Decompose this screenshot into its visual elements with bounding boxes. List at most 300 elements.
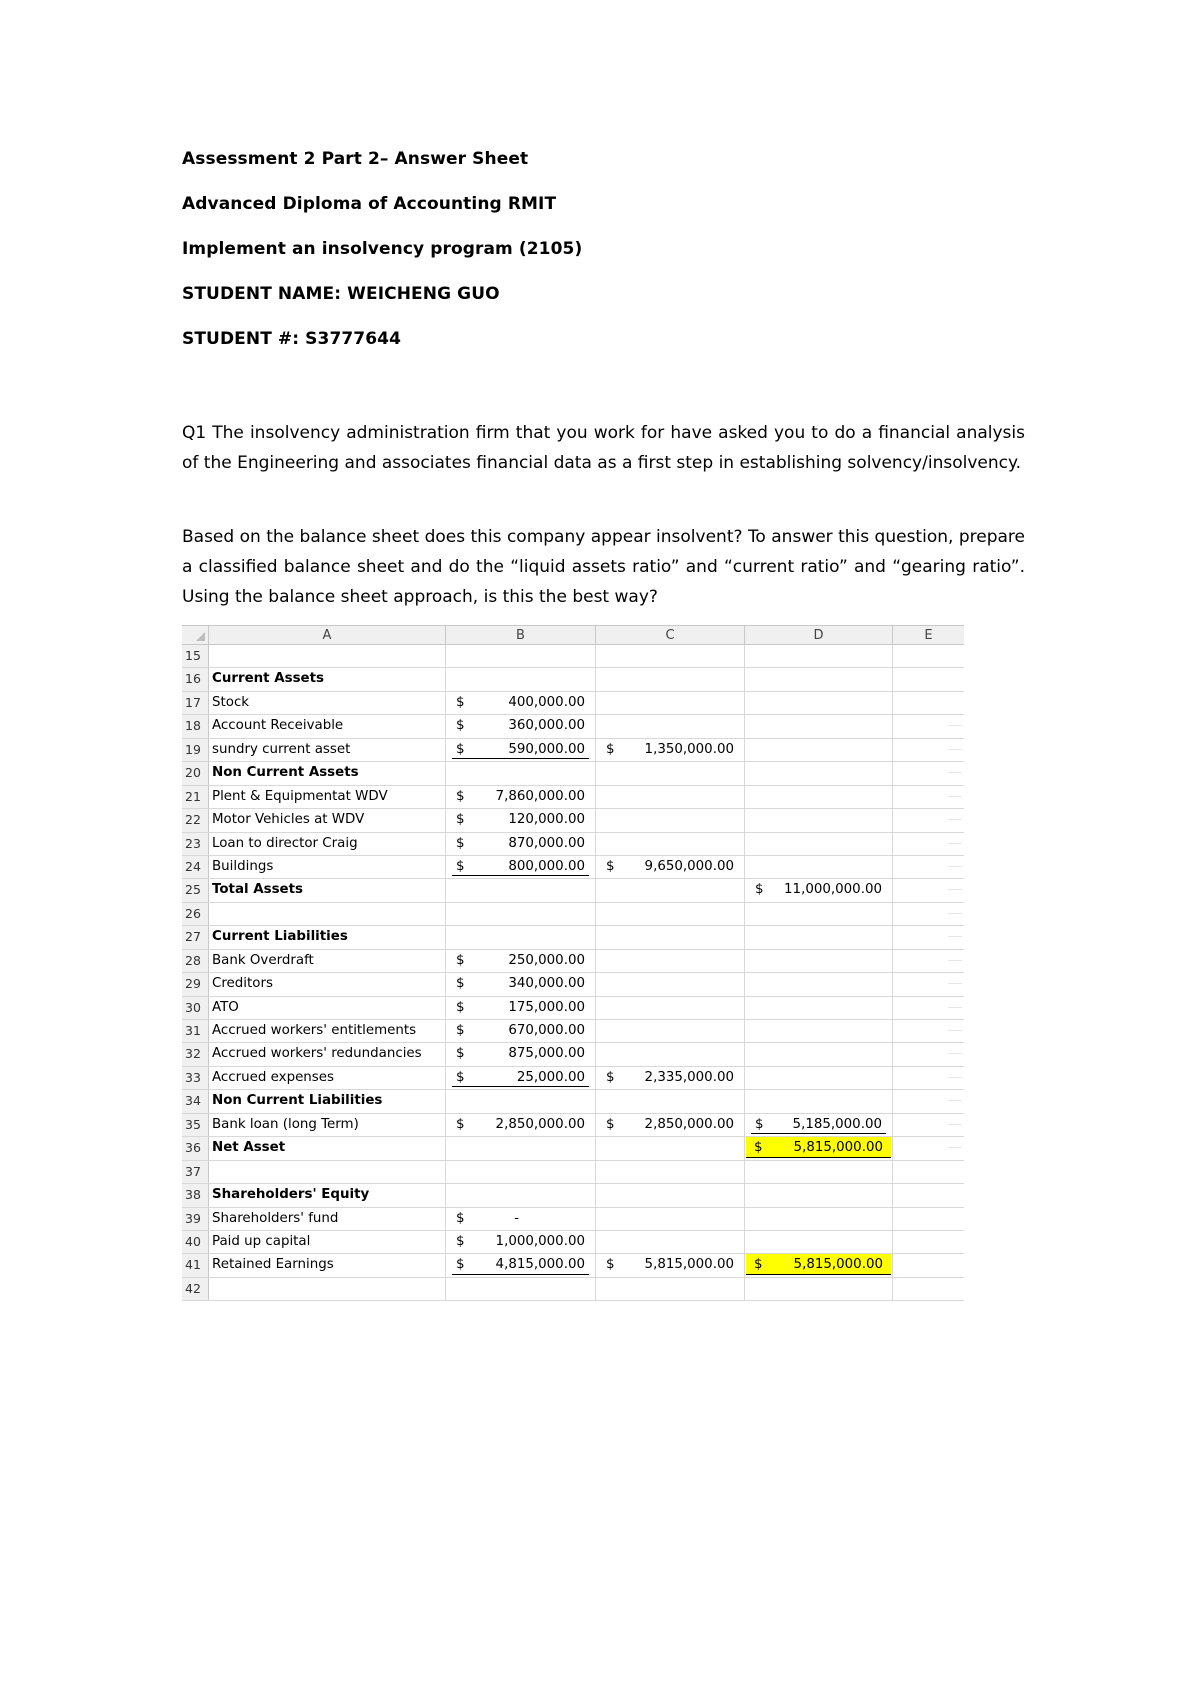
amount-value: 5,815,000.00 — [793, 1140, 883, 1156]
column-header-row — [182, 625, 964, 645]
dollar-sign: $ — [606, 1257, 615, 1273]
cell-label[interactable]: Shareholders' fund — [209, 1208, 446, 1230]
cell-d[interactable] — [745, 645, 893, 667]
table-row — [182, 762, 964, 785]
cell-b[interactable] — [446, 809, 596, 831]
table-row — [182, 1067, 964, 1090]
currency-value — [452, 1231, 589, 1253]
row-number[interactable]: 35 — [182, 1114, 209, 1136]
faint-gridline — [948, 983, 962, 984]
cell-label[interactable] — [209, 1161, 446, 1183]
table-row — [182, 645, 964, 668]
amount-value: 340,000.00 — [508, 976, 585, 992]
row-number[interactable]: 42 — [182, 1278, 209, 1300]
cell-e[interactable] — [893, 997, 964, 1019]
dollar-sign: $ — [456, 1257, 465, 1273]
cell-label[interactable]: Account Receivable — [209, 715, 446, 737]
currency-value — [452, 1254, 589, 1274]
table-row — [182, 879, 964, 902]
cell-c[interactable] — [596, 739, 745, 761]
cell-e[interactable] — [893, 1278, 964, 1300]
currency-value — [751, 1114, 886, 1134]
faint-gridline — [948, 772, 962, 773]
amount-value: 800,000.00 — [508, 858, 585, 874]
amount-value: 670,000.00 — [508, 1023, 585, 1038]
cell-c[interactable] — [596, 1184, 745, 1206]
table-row — [182, 739, 964, 762]
table-row — [182, 1137, 964, 1160]
cell-e[interactable] — [893, 645, 964, 667]
cell-b[interactable] — [446, 786, 596, 808]
faint-gridline — [948, 725, 962, 726]
cell-e[interactable] — [893, 879, 964, 901]
faint-gridline — [948, 1147, 962, 1148]
currency-value — [452, 715, 589, 737]
cell-e[interactable] — [893, 809, 964, 831]
row-number[interactable]: 27 — [182, 926, 209, 948]
dollar-sign: $ — [456, 718, 465, 734]
cell-c[interactable] — [596, 762, 745, 784]
cell-b[interactable] — [446, 1114, 596, 1136]
currency-value — [602, 1067, 738, 1089]
cell-c[interactable] — [596, 1090, 745, 1112]
cell-label[interactable]: Total Assets — [209, 879, 446, 901]
cell-b[interactable] — [446, 1020, 596, 1042]
amount-value: - — [514, 1210, 519, 1226]
row-number[interactable]: 22 — [182, 809, 209, 831]
faint-gridline — [948, 1053, 962, 1054]
cell-d[interactable] — [745, 1020, 893, 1042]
cell-b[interactable] — [446, 1254, 596, 1276]
cell-b[interactable] — [446, 1208, 596, 1230]
table-row — [182, 1090, 964, 1113]
amount-value: 1,000,000.00 — [495, 1233, 585, 1249]
cell-d[interactable] — [745, 950, 893, 972]
cell-d[interactable] — [745, 786, 893, 808]
cell-b[interactable] — [446, 645, 596, 667]
currency-value — [452, 1114, 589, 1136]
cell-c[interactable] — [596, 645, 745, 667]
table-row — [182, 997, 964, 1020]
currency-value — [602, 1254, 738, 1276]
row-number[interactable]: 40 — [182, 1231, 209, 1253]
row-number[interactable]: 32 — [182, 1043, 209, 1065]
currency-value — [452, 809, 589, 831]
cell-d[interactable] — [745, 1043, 893, 1065]
cell-e[interactable] — [893, 1020, 964, 1042]
cell-label[interactable]: Creditors — [209, 973, 446, 995]
faint-gridline — [948, 913, 962, 914]
cell-e[interactable] — [893, 1137, 964, 1159]
cell-d[interactable] — [745, 1067, 893, 1089]
currency-value — [452, 833, 589, 855]
table-row — [182, 668, 964, 691]
cell-label[interactable]: ATO — [209, 997, 446, 1019]
amount-value: 2,335,000.00 — [644, 1069, 734, 1085]
dollar-sign: $ — [456, 1023, 465, 1038]
currency-value — [746, 1137, 891, 1157]
cell-e[interactable] — [893, 786, 964, 808]
column-header-a[interactable]: A — [209, 626, 446, 644]
faint-gridline — [948, 1030, 962, 1031]
dollar-sign: $ — [456, 1069, 465, 1085]
dollar-sign: $ — [456, 1233, 465, 1249]
amount-value: 2,850,000.00 — [495, 1116, 585, 1132]
table-row — [182, 903, 964, 926]
dollar-sign: $ — [606, 858, 615, 874]
cell-e[interactable] — [893, 1254, 964, 1276]
cell-d[interactable] — [745, 1161, 893, 1183]
dollar-sign: $ — [755, 1116, 764, 1132]
table-row — [182, 973, 964, 996]
cell-b[interactable] — [446, 739, 596, 761]
currency-value — [452, 1043, 589, 1065]
faint-gridline — [948, 866, 962, 867]
question-paragraph-2: Based on the balance sheet does this company appear insolvent? To answer this question, prepare a classified balance sheet and do the “liquid assets ratio” and “current ratio” and “gearing ratio”. Using the balance sheet approach, is this the best way? — [182, 527, 1025, 607]
table-row — [182, 856, 964, 879]
cell-d[interactable] — [745, 668, 893, 690]
cell-b[interactable] — [446, 762, 596, 784]
table-row — [182, 1278, 964, 1301]
cell-label[interactable]: Current Liabilities — [209, 926, 446, 948]
amount-value: 120,000.00 — [508, 812, 585, 828]
cell-e[interactable] — [893, 903, 964, 925]
row-number[interactable]: 19 — [182, 739, 209, 761]
dollar-sign: $ — [606, 741, 615, 757]
row-number[interactable]: 34 — [182, 1090, 209, 1112]
faint-gridline — [948, 749, 962, 750]
currency-value — [452, 692, 589, 714]
amount-value: 400,000.00 — [508, 694, 585, 710]
cell-c[interactable] — [596, 1137, 745, 1159]
cell-c[interactable] — [596, 668, 745, 690]
amount-value: 2,850,000.00 — [644, 1116, 734, 1132]
row-number[interactable]: 38 — [182, 1184, 209, 1206]
cell-e[interactable] — [893, 668, 964, 690]
amount-value: 360,000.00 — [508, 718, 585, 734]
cell-d[interactable] — [745, 926, 893, 948]
cell-label[interactable]: Bank Overdraft — [209, 950, 446, 972]
row-number[interactable]: 30 — [182, 997, 209, 1019]
currency-value — [751, 879, 886, 901]
dollar-sign: $ — [456, 741, 465, 757]
cell-d[interactable] — [745, 1090, 893, 1112]
cell-label[interactable]: Buildings — [209, 856, 446, 878]
cell-label[interactable]: Net Asset — [209, 1137, 446, 1159]
cell-c[interactable] — [596, 692, 745, 714]
currency-value — [602, 856, 738, 878]
cell-e[interactable] — [893, 739, 964, 761]
cell-e[interactable] — [893, 1161, 964, 1183]
dollar-sign: $ — [456, 999, 465, 1015]
currency-value — [452, 856, 589, 876]
amount-value: 4,815,000.00 — [495, 1257, 585, 1273]
table-row — [182, 926, 964, 949]
cell-label[interactable]: Accrued expenses — [209, 1067, 446, 1089]
cell-label[interactable]: Bank loan (long Term) — [209, 1114, 446, 1136]
table-row — [182, 1184, 964, 1207]
cell-d[interactable] — [745, 856, 893, 878]
table-row — [182, 715, 964, 738]
currency-value — [452, 997, 589, 1019]
cell-label[interactable] — [209, 1278, 446, 1300]
cell-c[interactable] — [596, 1278, 745, 1300]
cell-d[interactable] — [745, 903, 893, 925]
cell-d[interactable] — [745, 1254, 893, 1276]
amount-value: 250,000.00 — [508, 952, 585, 968]
cell-label[interactable]: Stock — [209, 692, 446, 714]
row-number[interactable]: 18 — [182, 715, 209, 737]
cell-e[interactable] — [893, 692, 964, 714]
cell-c[interactable] — [596, 973, 745, 995]
document-title: Assessment 2 Part 2– Answer Sheet — [182, 149, 529, 169]
table-row — [182, 809, 964, 832]
amount-value: 25,000.00 — [516, 1069, 585, 1085]
column-header-b[interactable]: B — [446, 626, 596, 644]
faint-gridline — [948, 1100, 962, 1101]
cell-label[interactable]: Plent & Equipmentat WDV — [209, 786, 446, 808]
cell-b[interactable] — [446, 833, 596, 855]
cell-c[interactable] — [596, 1067, 745, 1089]
amount-value: 5,185,000.00 — [792, 1116, 882, 1132]
row-number[interactable]: 21 — [182, 786, 209, 808]
cell-d[interactable] — [745, 997, 893, 1019]
row-number[interactable]: 41 — [182, 1254, 209, 1276]
cell-d[interactable] — [745, 1208, 893, 1230]
dollar-sign: $ — [456, 1046, 465, 1062]
cell-b[interactable] — [446, 668, 596, 690]
cell-c[interactable] — [596, 1208, 745, 1230]
dollar-sign: $ — [456, 788, 465, 804]
cell-e[interactable] — [893, 833, 964, 855]
select-all-corner[interactable] — [182, 626, 209, 644]
row-number[interactable]: 16 — [182, 668, 209, 690]
currency-value — [452, 973, 589, 995]
amount-value: 590,000.00 — [508, 741, 585, 757]
column-header-c[interactable]: C — [596, 626, 745, 644]
dollar-sign: $ — [456, 1116, 465, 1132]
cell-e[interactable] — [893, 1067, 964, 1089]
cell-c[interactable] — [596, 833, 745, 855]
cell-c[interactable] — [596, 1254, 745, 1276]
cell-e[interactable] — [893, 1114, 964, 1136]
cell-c[interactable] — [596, 1114, 745, 1136]
amount-value: 175,000.00 — [508, 999, 585, 1015]
cell-d[interactable] — [745, 1137, 893, 1159]
cell-b[interactable] — [446, 1184, 596, 1206]
cell-c[interactable] — [596, 1161, 745, 1183]
row-number[interactable]: 37 — [182, 1161, 209, 1183]
dollar-sign: $ — [456, 812, 465, 828]
cell-e[interactable] — [893, 1184, 964, 1206]
cell-c[interactable] — [596, 856, 745, 878]
row-number[interactable]: 36 — [182, 1137, 209, 1159]
currency-value — [602, 739, 738, 761]
faint-gridline — [948, 819, 962, 820]
amount-value: 7,860,000.00 — [495, 788, 585, 804]
spreadsheet-rows — [182, 645, 964, 1301]
cell-label[interactable] — [209, 645, 446, 667]
column-header-d[interactable]: D — [745, 626, 893, 644]
faint-gridline — [948, 843, 962, 844]
faint-gridline — [948, 960, 962, 961]
row-number[interactable]: 31 — [182, 1020, 209, 1042]
cell-e[interactable] — [893, 1043, 964, 1065]
cell-c[interactable] — [596, 879, 745, 901]
balance-sheet-spreadsheet — [182, 625, 964, 1301]
cell-b[interactable] — [446, 879, 596, 901]
question-paragraph-1: Q1 The insolvency administration firm that you work for have asked you to do a financial analysis of the Engineering and associates financial data as a first step in establishing solvency/insolvency. — [182, 423, 1025, 473]
cell-label[interactable]: Non Current Liabilities — [209, 1090, 446, 1112]
row-number[interactable]: 33 — [182, 1067, 209, 1089]
cell-b[interactable] — [446, 856, 596, 878]
dollar-sign: $ — [456, 1210, 465, 1226]
table-row — [182, 692, 964, 715]
row-number[interactable]: 29 — [182, 973, 209, 995]
row-number[interactable]: 28 — [182, 950, 209, 972]
cell-c[interactable] — [596, 997, 745, 1019]
dollar-sign: $ — [754, 1257, 763, 1273]
cell-d[interactable] — [745, 692, 893, 714]
faint-gridline — [948, 889, 962, 890]
cell-d[interactable] — [745, 1278, 893, 1300]
cell-e[interactable] — [893, 1231, 964, 1253]
cell-e[interactable] — [893, 1090, 964, 1112]
student-name: STUDENT NAME: WEICHENG GUO — [182, 284, 500, 304]
cell-d[interactable] — [745, 1114, 893, 1136]
cell-d[interactable] — [745, 1231, 893, 1253]
cell-c[interactable] — [596, 715, 745, 737]
cell-b[interactable] — [446, 1161, 596, 1183]
table-row — [182, 1231, 964, 1254]
faint-gridline — [948, 1007, 962, 1008]
cell-d[interactable] — [745, 833, 893, 855]
table-row — [182, 833, 964, 856]
cell-d[interactable] — [745, 739, 893, 761]
dollar-sign: $ — [456, 976, 465, 992]
currency-value — [602, 1114, 738, 1136]
cell-e[interactable] — [893, 715, 964, 737]
course-name: Advanced Diploma of Accounting RMIT — [182, 194, 557, 214]
row-number[interactable]: 23 — [182, 833, 209, 855]
cell-c[interactable] — [596, 903, 745, 925]
faint-gridline — [948, 936, 962, 937]
unit-name: Implement an insolvency program (2105) — [182, 239, 583, 259]
amount-value: 870,000.00 — [508, 835, 585, 851]
cell-label[interactable]: Accrued workers' redundancies — [209, 1043, 446, 1065]
cell-b[interactable] — [446, 1090, 596, 1112]
cell-e[interactable] — [893, 950, 964, 972]
cell-b[interactable] — [446, 1278, 596, 1300]
amount-value: 875,000.00 — [508, 1046, 585, 1062]
amount-value: 11,000,000.00 — [784, 882, 882, 898]
cell-c[interactable] — [596, 786, 745, 808]
faint-gridline — [948, 796, 962, 797]
cell-b[interactable] — [446, 926, 596, 948]
cell-label[interactable]: Non Current Assets — [209, 762, 446, 784]
row-number[interactable]: 39 — [182, 1208, 209, 1230]
cell-b[interactable] — [446, 1231, 596, 1253]
dollar-sign: $ — [755, 882, 764, 898]
cell-label[interactable] — [209, 903, 446, 925]
cell-c[interactable] — [596, 809, 745, 831]
cell-d[interactable] — [745, 1184, 893, 1206]
cell-e[interactable] — [893, 762, 964, 784]
cell-e[interactable] — [893, 973, 964, 995]
faint-gridline — [948, 1124, 962, 1125]
amount-value: 5,815,000.00 — [793, 1257, 883, 1273]
cell-label[interactable]: sundry current asset — [209, 739, 446, 761]
amount-value: 5,815,000.00 — [644, 1257, 734, 1273]
cell-b[interactable] — [446, 950, 596, 972]
cell-b[interactable] — [446, 715, 596, 737]
cell-e[interactable] — [893, 1208, 964, 1230]
cell-label[interactable]: Retained Earnings — [209, 1254, 446, 1276]
dollar-sign: $ — [456, 835, 465, 851]
table-row — [182, 1043, 964, 1066]
cell-b[interactable] — [446, 997, 596, 1019]
row-number[interactable]: 20 — [182, 762, 209, 784]
cell-c[interactable] — [596, 926, 745, 948]
cell-c[interactable] — [596, 1020, 745, 1042]
cell-d[interactable] — [745, 973, 893, 995]
student-number: STUDENT #: S3777644 — [182, 329, 402, 349]
cell-label[interactable]: Shareholders' Equity — [209, 1184, 446, 1206]
cell-d[interactable] — [745, 809, 893, 831]
cell-b[interactable] — [446, 903, 596, 925]
currency-value — [452, 739, 589, 759]
cell-d[interactable] — [745, 762, 893, 784]
cell-label[interactable]: Accrued workers' entitlements — [209, 1020, 446, 1042]
column-header-e[interactable]: E — [924, 628, 933, 643]
cell-d[interactable] — [745, 879, 893, 901]
cell-b[interactable] — [446, 1067, 596, 1089]
table-row — [182, 1254, 964, 1277]
cell-label[interactable]: Loan to director Craig — [209, 833, 446, 855]
cell-d[interactable] — [745, 715, 893, 737]
cell-label[interactable]: Motor Vehicles at WDV — [209, 809, 446, 831]
dollar-sign: $ — [456, 858, 465, 874]
cell-label[interactable]: Paid up capital — [209, 1231, 446, 1253]
table-row — [182, 1208, 964, 1231]
cell-b[interactable] — [446, 973, 596, 995]
cell-b[interactable] — [446, 1043, 596, 1065]
row-number[interactable]: 24 — [182, 856, 209, 878]
currency-value — [452, 950, 589, 972]
row-number[interactable]: 17 — [182, 692, 209, 714]
cell-e[interactable] — [893, 856, 964, 878]
dollar-sign: $ — [606, 1116, 615, 1132]
currency-value — [452, 1067, 589, 1087]
row-number[interactable]: 25 — [182, 879, 209, 901]
faint-gridline — [948, 1077, 962, 1078]
row-number[interactable]: 15 — [182, 645, 209, 667]
amount-value: 1,350,000.00 — [644, 741, 734, 757]
dollar-sign: $ — [606, 1069, 615, 1085]
cell-b[interactable] — [446, 692, 596, 714]
cell-e[interactable] — [893, 926, 964, 948]
table-row — [182, 950, 964, 973]
cell-c[interactable] — [596, 1043, 745, 1065]
cell-c[interactable] — [596, 1231, 745, 1253]
cell-b[interactable] — [446, 1137, 596, 1159]
amount-value: 9,650,000.00 — [644, 858, 734, 874]
cell-label[interactable]: Current Assets — [209, 668, 446, 690]
table-row — [182, 1020, 964, 1043]
currency-value — [452, 1208, 589, 1230]
cell-c[interactable] — [596, 950, 745, 972]
row-number[interactable]: 26 — [182, 903, 209, 925]
